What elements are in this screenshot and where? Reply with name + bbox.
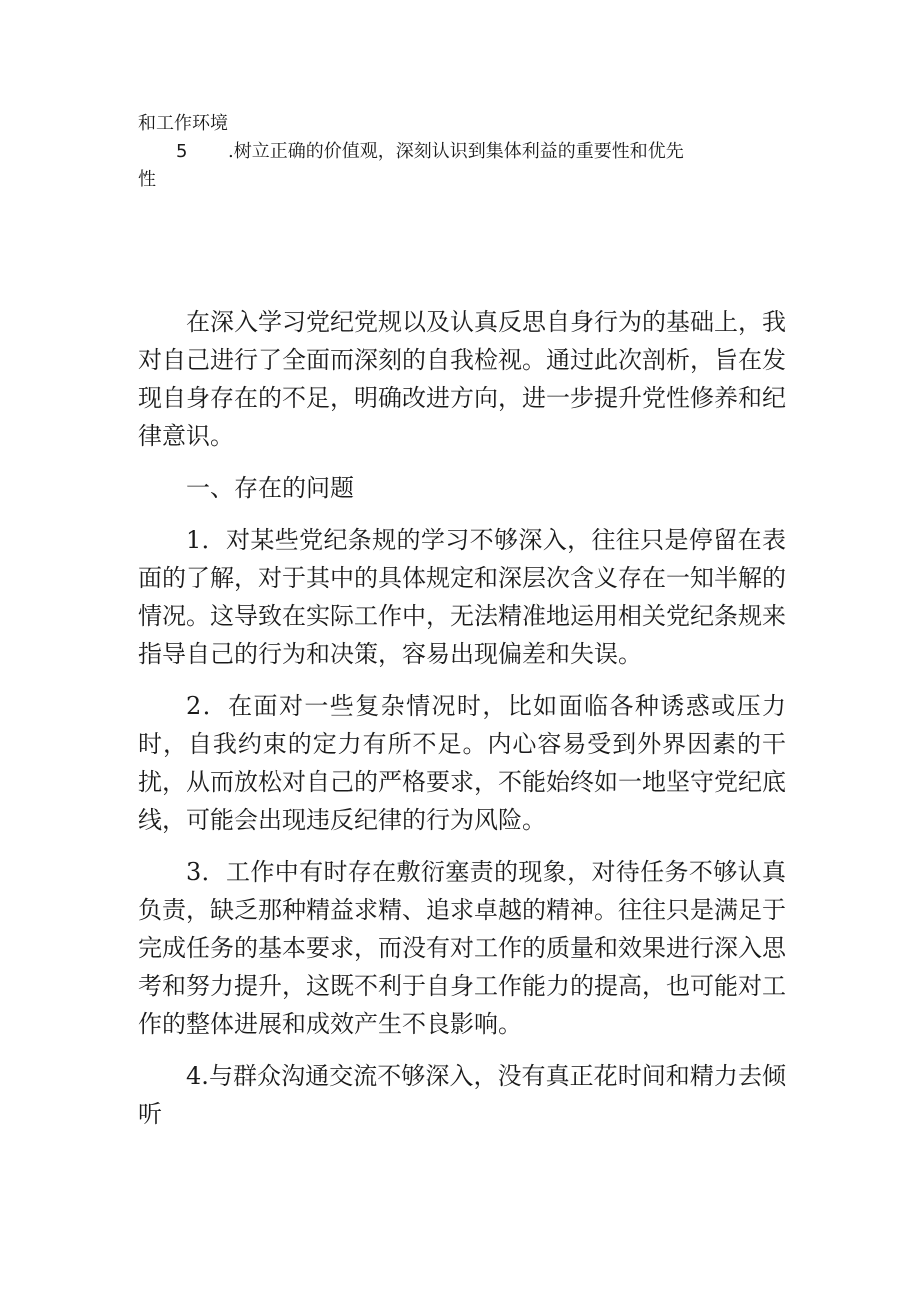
problem-item-2: 2．在面对一些复杂情况时，比如面临各种诱惑或压力时，自我约束的定力有所不足。内心容易受到外界因素的干扰，从而放松对自己的严格要求，不能始终如一地坚守党纪底线，可能会出现违反纪律的行为风险。 bbox=[138, 692, 786, 834]
previous-list-fragment bbox=[138, 110, 798, 194]
list-item-5 bbox=[138, 138, 798, 166]
list-item-number: 5 bbox=[176, 141, 188, 162]
document-body bbox=[138, 303, 786, 1147]
intro-paragraph: 在深入学习党纪党规以及认真反思自身行为的基础上，我对自己进行了全面而深刻的自我检视。通过此次剖析，旨在发现自身存在的不足，明确改进方向，进一步提升党性修养和纪律意识。 bbox=[138, 308, 786, 450]
problem-item-3: 3．工作中有时存在敷衍塞责的现象，对待任务不够认真负责，缺乏那种精益求精、追求卓越的精神。往往只是满足于完成任务的基本要求，而没有对工作的质量和效果进行深入思考和努力提升，这既不利于自身工作能力的提高，也可能对工作的整体进展和成效产生不良影响。 bbox=[138, 858, 786, 1038]
list-item-text: .树立正确的价值观，深刻认识到集体利益的重要性和优先 bbox=[228, 141, 684, 162]
list-continuation-line: 和工作环境 bbox=[138, 113, 228, 134]
problem-item-1: 1．对某些党纪条规的学习不够深入，往往只是停留在表面的了解，对于其中的具体规定和深层次含义存在一知半解的情况。这导致在实际工作中，无法精准地运用相关党纪条规来指导自己的行为和决策，容易出现偏差和失误。 bbox=[138, 526, 786, 668]
section-heading: 一、存在的问题 bbox=[186, 474, 354, 502]
list-item-5-wrap: 性 bbox=[138, 169, 156, 190]
problem-item-4: 4.与群众沟通交流不够深入，没有真正花时间和精力去倾听 bbox=[138, 1062, 786, 1128]
